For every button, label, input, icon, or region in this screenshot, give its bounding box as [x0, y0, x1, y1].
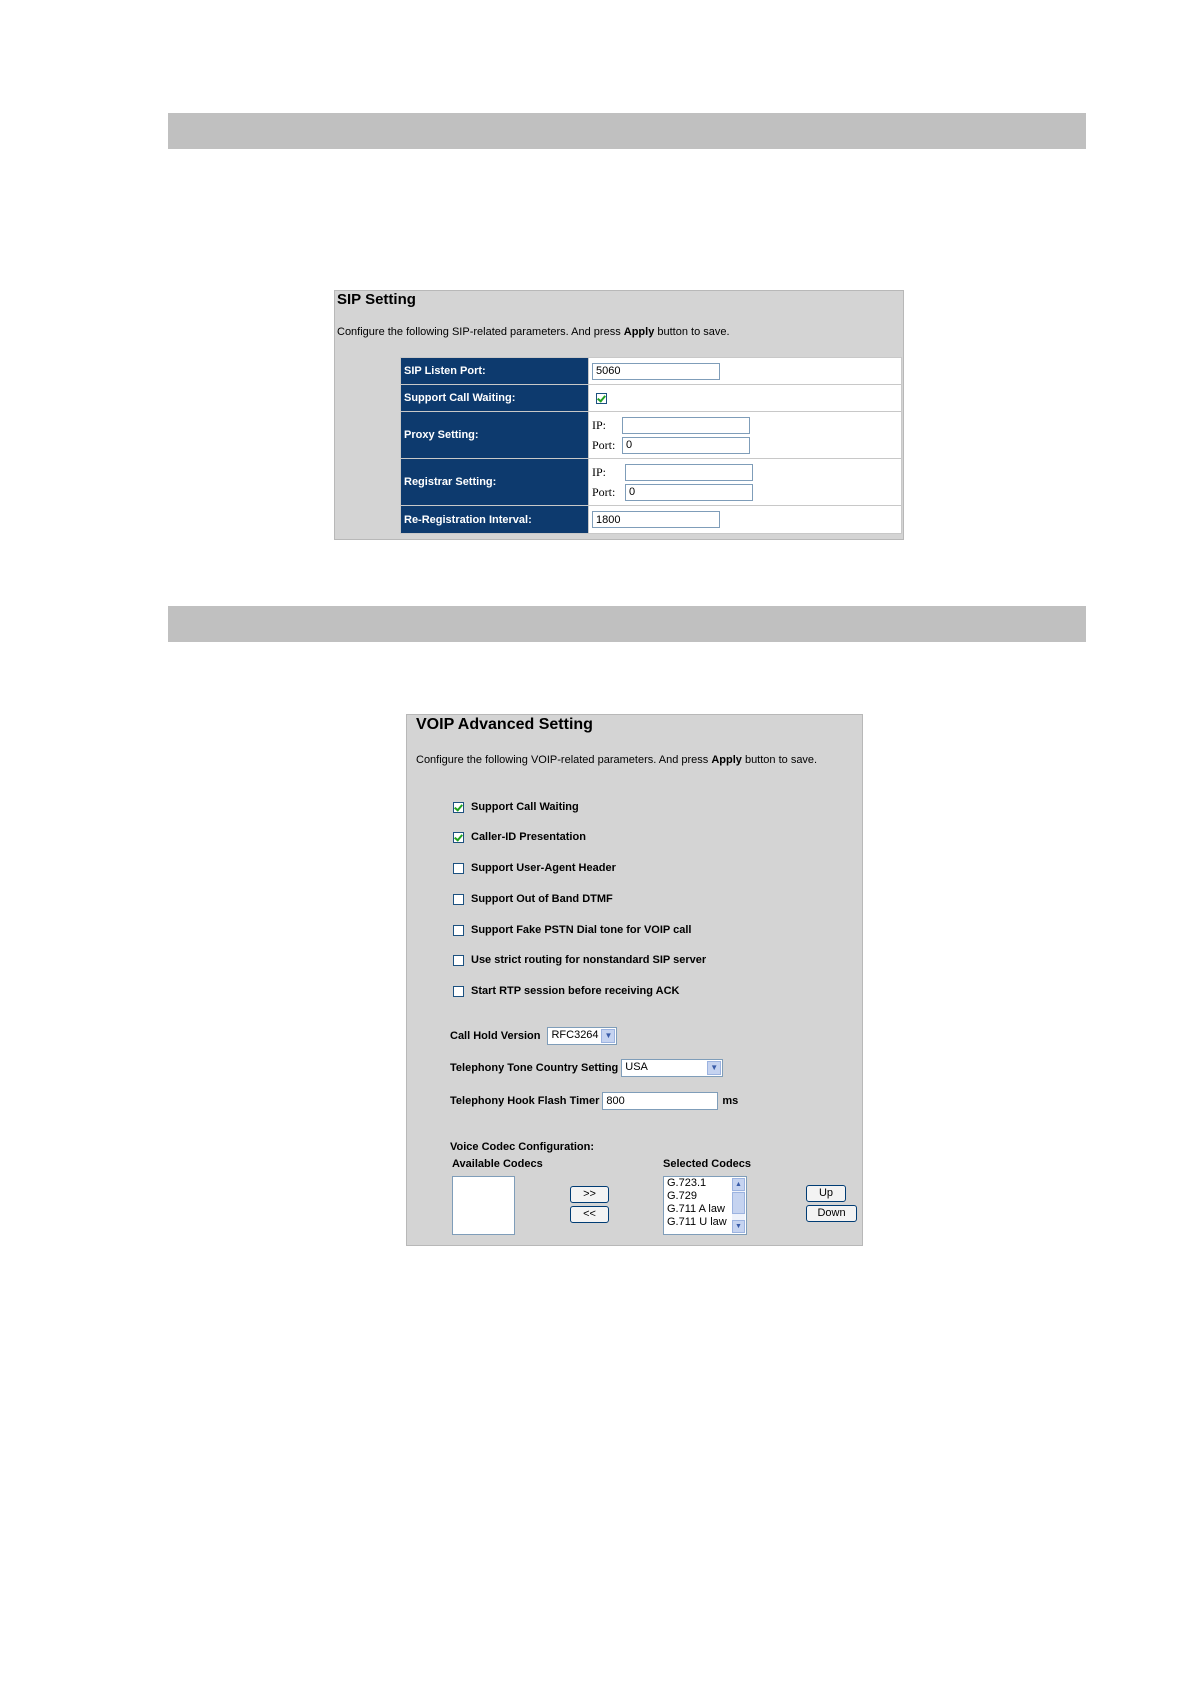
tone-country-value: USA: [625, 1061, 648, 1073]
tone-country-label: Telephony Tone Country Setting: [450, 1062, 619, 1074]
voip-option-label: Start RTP session before receiving ACK: [471, 985, 680, 997]
proxy-setting-cell: [589, 412, 902, 459]
list-item[interactable]: G.711 A law: [667, 1203, 725, 1215]
voip-advanced-setting-panel: [406, 714, 863, 1246]
sip-listen-port-cell: [589, 358, 902, 385]
scroll-down-icon[interactable]: ▼: [732, 1220, 745, 1233]
call-hold-version-label: Call Hold Version: [450, 1030, 541, 1042]
list-item[interactable]: G.729: [667, 1190, 697, 1202]
reregistration-interval-input[interactable]: [592, 511, 720, 528]
available-codecs-list[interactable]: [452, 1176, 515, 1235]
voip-option-checkbox[interactable]: [453, 894, 464, 905]
voip-option-label: Support Out of Band DTMF: [471, 893, 613, 905]
scroll-thumb[interactable]: [732, 1192, 745, 1214]
proxy-port-label: Port:: [592, 437, 616, 452]
proxy-port-row: [592, 435, 898, 455]
support-call-waiting-cell: [589, 385, 902, 412]
call-hold-version-select[interactable]: [547, 1027, 617, 1045]
call-hold-version-value: RFC3264: [551, 1029, 599, 1041]
support-call-waiting-label: Support Call Waiting:: [401, 385, 589, 412]
table-row: [401, 459, 902, 506]
reregistration-interval-cell: [589, 506, 902, 534]
proxy-ip-label: IP:: [592, 417, 607, 432]
proxy-port-input[interactable]: [622, 437, 750, 454]
chevron-down-icon[interactable]: ▼: [601, 1029, 615, 1043]
hook-flash-timer-label: Telephony Hook Flash Timer: [450, 1095, 600, 1107]
voip-option-label: Caller-ID Presentation: [471, 831, 586, 843]
desc-text: Configure the following SIP-related parameters. And press: [337, 326, 624, 338]
voip-option-checkbox[interactable]: [453, 802, 464, 813]
add-codec-button[interactable]: >>: [570, 1186, 609, 1203]
sip-setting-panel: [334, 290, 904, 540]
sip-settings-table: [400, 357, 902, 534]
registrar-setting-cell: [589, 459, 902, 506]
desc-text-end: button to save.: [741, 754, 818, 766]
voip-option-row: [453, 893, 613, 905]
voip-panel-title: VOIP Advanced Setting: [416, 716, 593, 733]
registrar-port-input[interactable]: [625, 484, 753, 501]
sip-listen-port-label: SIP Listen Port:: [401, 358, 589, 385]
reregistration-interval-label: Re-Registration Interval:: [401, 506, 589, 534]
table-row: [401, 385, 902, 412]
table-row: [401, 358, 902, 385]
table-row: [401, 412, 902, 459]
registrar-ip-row: [592, 462, 898, 482]
voip-option-row: [453, 862, 616, 874]
proxy-ip-row: [592, 415, 898, 435]
list-item[interactable]: G.711 U law: [667, 1216, 727, 1228]
voip-option-label: Use strict routing for nonstandard SIP server: [471, 954, 707, 966]
desc-text-end: button to save.: [654, 326, 730, 338]
tone-country-select[interactable]: [621, 1059, 723, 1077]
call-hold-version-row: [450, 1027, 617, 1045]
registrar-ip-input[interactable]: [625, 464, 753, 481]
voip-option-row: [453, 954, 706, 966]
voip-option-label: Support Call Waiting: [471, 801, 579, 813]
sip-panel-title: SIP Setting: [337, 291, 416, 308]
tone-country-row: [450, 1059, 723, 1077]
registrar-ip-label: IP:: [592, 464, 607, 479]
hook-flash-timer-row: [450, 1092, 738, 1110]
voip-option-row: [453, 801, 579, 813]
registrar-setting-label: Registrar Setting:: [401, 459, 589, 506]
voip-option-label: Support Fake PSTN Dial tone for VOIP call: [471, 924, 692, 936]
sip-listen-port-input[interactable]: [592, 363, 720, 380]
voip-option-checkbox[interactable]: [453, 986, 464, 997]
registrar-port-row: [592, 482, 898, 502]
chevron-down-icon[interactable]: ▼: [707, 1061, 721, 1075]
list-item[interactable]: G.723.1: [667, 1177, 707, 1189]
hook-flash-timer-input[interactable]: [602, 1092, 718, 1110]
voip-option-label: Support User-Agent Header: [471, 862, 616, 874]
registrar-port-label: Port:: [592, 484, 616, 499]
available-codecs-label: Available Codecs: [452, 1158, 543, 1170]
voip-panel-description: [416, 754, 817, 766]
move-up-button[interactable]: Up: [806, 1185, 846, 1202]
desc-text: Configure the following VOIP-related parameters. And press: [416, 754, 712, 766]
proxy-ip-input[interactable]: [622, 417, 750, 434]
voip-option-checkbox[interactable]: [453, 832, 464, 843]
desc-apply-word: Apply: [623, 326, 655, 338]
section-header-bar: [168, 113, 1086, 149]
hook-flash-unit: ms: [722, 1095, 739, 1107]
voip-option-checkbox[interactable]: [453, 863, 464, 874]
voip-option-row: [453, 924, 691, 936]
scroll-up-icon[interactable]: ▲: [732, 1178, 745, 1191]
remove-codec-button[interactable]: <<: [570, 1206, 609, 1223]
selected-codecs-list[interactable]: [663, 1176, 747, 1235]
desc-apply-word: Apply: [711, 754, 742, 766]
sip-panel-description: [337, 326, 730, 338]
section-header-bar: [168, 606, 1086, 642]
selected-codecs-label: Selected Codecs: [663, 1158, 752, 1170]
voice-codec-config-label: Voice Codec Configuration:: [450, 1141, 595, 1153]
voip-option-checkbox[interactable]: [453, 925, 464, 936]
voip-option-checkbox[interactable]: [453, 955, 464, 966]
proxy-setting-label: Proxy Setting:: [401, 412, 589, 459]
move-down-button[interactable]: Down: [806, 1205, 857, 1222]
selected-codecs-scrollbar[interactable]: [732, 1178, 745, 1233]
voip-option-row: [453, 985, 679, 997]
table-row: [401, 506, 902, 534]
voip-option-row: [453, 831, 586, 843]
support-call-waiting-checkbox[interactable]: [596, 393, 607, 404]
